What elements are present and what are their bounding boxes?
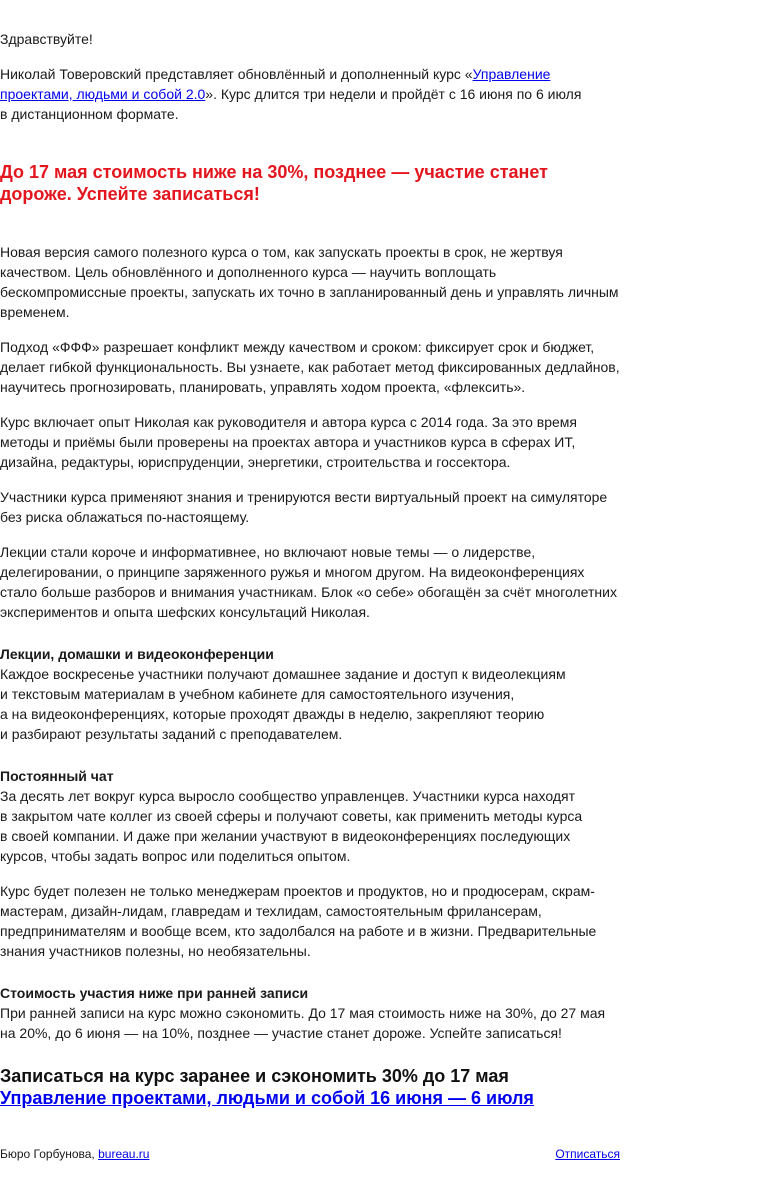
section-lectures [0, 644, 620, 744]
intro-after: ». Курс длится три недели и пройдёт с 16 июня по 6 июля в дистанционном формате. [0, 86, 582, 122]
section-lectures-title: Лекции, домашки и видеоконференции [0, 646, 274, 662]
section-price-line: При ранней записи на курс можно сэкономить. До 17 мая стоимость ниже на 30%, до 27 мая [0, 1005, 606, 1021]
footer [0, 1146, 620, 1162]
section-chat-line: в своей компании. И даже при желании участвуют в видеоконференциях последующих [0, 828, 571, 844]
footer-site-link[interactable]: bureau.ru [98, 1147, 150, 1161]
paragraph-new-version: Новая версия самого полезного курса о том, как запускать проекты в срок, не жертвуя качеством. Цель обновлённого и дополненного курса — научить воплощать бескомпромиссные проекты, запускать их точно в запланированный день и управлять личным временем. [0, 244, 619, 320]
greeting: Здравствуйте! [0, 31, 93, 47]
paragraph-lectures-updates: Лекции стали короче и информативнее, но включают новые темы — о лидерстве, делегировании, о принципе заряженного ружья и многом другом. На видеоконференциях стало больше разборов и внимания участникам. Блок «о себе» обогащён за счёт многолетних экспериментов и опыта шефских консультаций Николая. [0, 544, 617, 620]
promo-heading: До 17 мая стоимость ниже на 30%, позднее — участие станет дороже. Успейте записаться! [0, 162, 548, 204]
section-lectures-line: и разбирают результаты заданий с преподавателем. [0, 726, 343, 742]
section-lectures-line: а на видеоконференциях, которые проходят дважды в неделю, закрепляют теорию [0, 706, 545, 722]
cta-block [0, 1065, 620, 1109]
section-chat-line: курсов, чтобы задать вопрос или поделиться опытом. [0, 848, 351, 864]
paragraph-simulator: Участники курса применяют знания и тренируются вести виртуальный проект на симуляторе без риска облажаться по-настоящему. [0, 489, 608, 525]
unsubscribe-link[interactable]: Отписаться [555, 1147, 620, 1161]
paragraph-experience: Курс включает опыт Николая как руководителя и автора курса с 2014 года. За это время методы и приёмы были проверены на проектах автора и участников курса в сферах ИТ, дизайна, редактуры, юриспруденции, энергетики, строительства и госсектора. [0, 414, 577, 470]
section-chat-line: в закрытом чате коллег из своей сферы и получают советы, как применить методы курса [0, 808, 583, 824]
intro-paragraph [0, 64, 590, 124]
footer-org [0, 1146, 149, 1162]
section-chat [0, 766, 620, 866]
section-chat-line: За десять лет вокруг курса выросло сообщество управленцев. Участники курса находят [0, 788, 575, 804]
section-price-title: Стоимость участия ниже при ранней записи [0, 985, 309, 1001]
intro-before: Николай Товеровский представляет обновлённый и дополненный курс « [0, 66, 473, 82]
section-chat-title: Постоянный чат [0, 768, 114, 784]
audience-paragraph: Курс будет полезен не только менеджерам проектов и продуктов, но и продюсерам, скрам-мастерам, дизайн-лидам, главредам и техлидам, самостоятельным фрилансерам, предпринимателям и вообще всем, кто задолбался на работе и в жизни. Предварительные знания участников полезны, но необязательны. [0, 883, 597, 959]
section-price-line: на 20%, до 6 июня — на 10%, позднее — участие станет дороже. Успейте записаться! [0, 1025, 562, 1041]
cta-title: Записаться на курс заранее и сэкономить 30% до 17 мая [0, 1066, 509, 1086]
section-price [0, 983, 620, 1043]
course-link[interactable]: Управление проектами, людьми и собой 2.0 [0, 66, 551, 102]
footer-org-name: Бюро Горбунова, [0, 1147, 99, 1161]
section-lectures-line: Каждое воскресенье участники получают домашнее задание и доступ к видеолекциям [0, 666, 566, 682]
paragraph-fff-approach: Подход «ФФФ» разрешает конфликт между качеством и сроком: фиксирует срок и бюджет, делает гибкой функциональность. Вы узнаете, как работает метод фиксированных дедлайнов, научитесь прогнозировать, планировать, управлять ходом проекта, «флексить». [0, 339, 620, 395]
section-lectures-line: и текстовым материалам в учебном кабинете для самостоятельного изучения, [0, 686, 515, 702]
cta-course-link[interactable]: Управление проектами, людьми и собой 16 июня — 6 июля [0, 1088, 534, 1108]
